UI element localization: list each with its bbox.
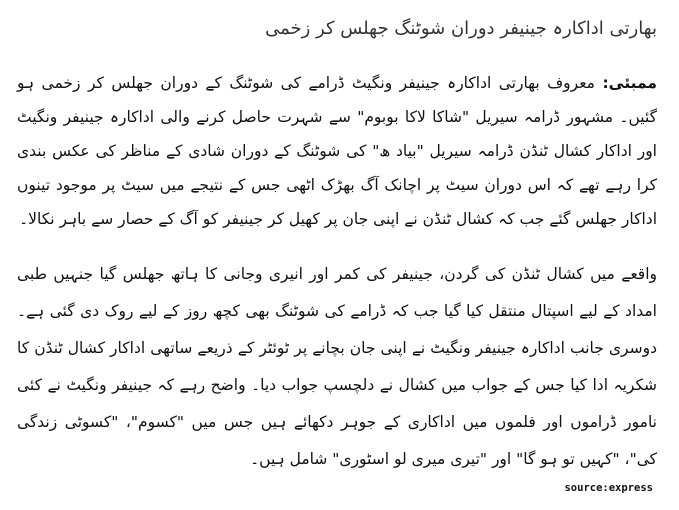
article-paragraph-1 xyxy=(17,66,657,236)
paragraph-1-text: معروف بھارتی اداکارہ جینیفر ونگیٹ ڈرامے کی شوٹنگ کے دوران جھلس کر زخمی ہو گئیں۔ مشہور ڈرامہ سیریل "شاکا لاکا بوبوم" سے شہرت حاصل کرنے والی اداکارہ جینیفر ونگیٹ اور اداکار کشال ٹنڈن ڈرامہ سیریل "بیاد ھ" کی شوٹنگ کے دوران شادی کے مناظر کی عکس بندی کرا رہے تھے کہ اس دوران سیٹ پر اچانک آگ بھڑک اٹھی جس کے نتیجے میں سیٹ پر موجود تینوں اداکار جھلس گئے جب کہ کشال ٹنڈن نے اپنی جان پر کھیل کر جینیفر کو آگ کے حصار سے باہر نکالا۔ xyxy=(17,74,657,228)
dateline: ممبئی: xyxy=(602,74,657,92)
article-paragraph-2: واقعے میں کشال ٹنڈن کی گردن، جینیفر کی کمر اور انیری وجانی کا ہاتھ جھلس گیا جنہیں طبی امداد کے لیے اسپتال منتقل کیا گیا جب کہ ڈرامے کی شوٹنگ بھی کچھ روز کے لیے روک دی گئی ہے۔ دوسری جانب اداکارہ جینیفر ونگیٹ نے اپنی جان بچانے پر ٹوئٹر کے ذریعے ساتھی اداکار کشال ٹنڈن کا شکریہ ادا کیا جس کے جواب میں کشال نے دلچسپ جواب دیا۔ واضح رہے کہ جینیفر ونگیٹ نے کئی نامور ڈراموں اور فلموں میں اداکاری کے جوہر دکھائے ہیں جس میں "کسوم"، "کسوٹی زندگی کی"، "کہیں تو ہو گا" اور "تیری میری لو اسٹوری" شامل ہیں۔ xyxy=(17,265,657,468)
article-headline: بھارتی اداکارہ جینیفر دوران شوٹنگ جھلس کر زخمی xyxy=(265,18,657,39)
source-credit: source:express xyxy=(564,482,653,494)
